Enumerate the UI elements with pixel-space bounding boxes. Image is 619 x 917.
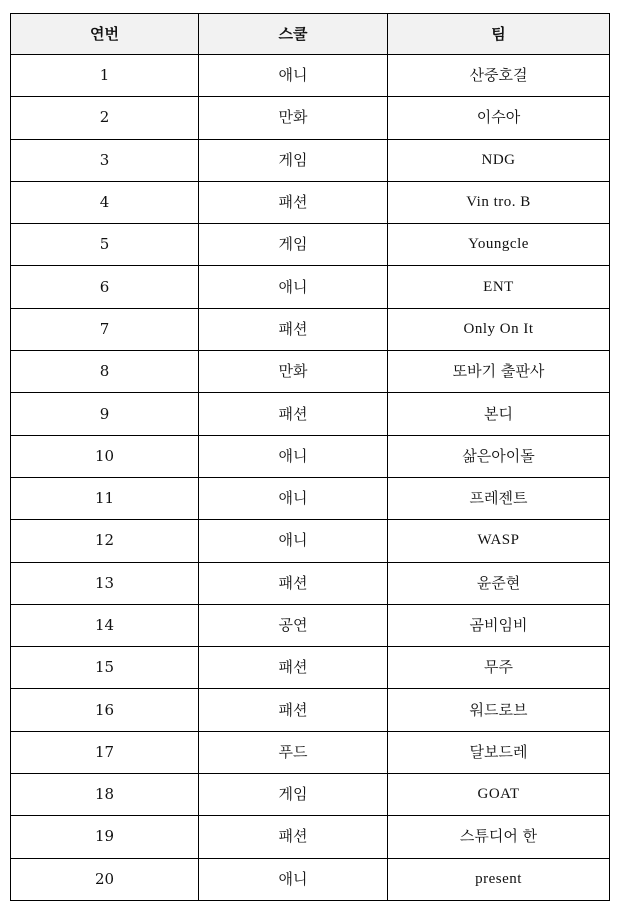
table-row: [11, 816, 610, 858]
row-team: WASP: [388, 520, 610, 562]
row-school: 만화: [199, 351, 388, 393]
row-team: 윤준현: [388, 562, 610, 604]
row-number: 6: [11, 266, 199, 308]
row-team: 또바기 출판사: [388, 351, 610, 393]
table-row: [11, 139, 610, 181]
row-number: 4: [11, 181, 199, 223]
table-row: [11, 351, 610, 393]
row-school: 패션: [199, 393, 388, 435]
row-school: 게임: [199, 774, 388, 816]
table-row: [11, 308, 610, 350]
row-team: 이수아: [388, 97, 610, 139]
row-school: 패션: [199, 816, 388, 858]
header-school: 스쿨: [199, 14, 388, 55]
row-team: ENT: [388, 266, 610, 308]
row-team: Only On It: [388, 308, 610, 350]
table-row: [11, 97, 610, 139]
row-school: 게임: [199, 139, 388, 181]
table-row: [11, 689, 610, 731]
row-team: 워드로브: [388, 689, 610, 731]
table-header: [11, 14, 610, 55]
row-team: GOAT: [388, 774, 610, 816]
row-number: 9: [11, 393, 199, 435]
table-row: [11, 858, 610, 900]
row-number: 7: [11, 308, 199, 350]
row-number: 2: [11, 97, 199, 139]
row-team: 스튜디어 한: [388, 816, 610, 858]
table-row: [11, 604, 610, 646]
row-school: 애니: [199, 435, 388, 477]
row-school: 패션: [199, 562, 388, 604]
row-number: 15: [11, 647, 199, 689]
row-team: NDG: [388, 139, 610, 181]
table-body: [11, 55, 610, 901]
row-school: 애니: [199, 477, 388, 519]
table-row: [11, 562, 610, 604]
row-school: 만화: [199, 97, 388, 139]
table-row: [11, 435, 610, 477]
row-number: 13: [11, 562, 199, 604]
row-school: 공연: [199, 604, 388, 646]
team-table: [10, 13, 610, 901]
row-team: 프레젠트: [388, 477, 610, 519]
header-number: 연번: [11, 14, 199, 55]
row-team: Youngcle: [388, 224, 610, 266]
row-number: 3: [11, 139, 199, 181]
table-row: [11, 477, 610, 519]
row-team: 삶은아이돌: [388, 435, 610, 477]
row-team: present: [388, 858, 610, 900]
table-row: [11, 520, 610, 562]
row-school: 패션: [199, 647, 388, 689]
table-row: [11, 224, 610, 266]
table-row: [11, 181, 610, 223]
table-row: [11, 393, 610, 435]
table-row: [11, 55, 610, 97]
row-team: 달보드레: [388, 731, 610, 773]
row-number: 16: [11, 689, 199, 731]
row-number: 19: [11, 816, 199, 858]
row-school: 게임: [199, 224, 388, 266]
header-team: 팀: [388, 14, 610, 55]
row-number: 17: [11, 731, 199, 773]
row-school: 푸드: [199, 731, 388, 773]
row-school: 애니: [199, 520, 388, 562]
row-number: 20: [11, 858, 199, 900]
row-school: 애니: [199, 266, 388, 308]
row-school: 패션: [199, 689, 388, 731]
row-team: 무주: [388, 647, 610, 689]
row-number: 18: [11, 774, 199, 816]
row-number: 10: [11, 435, 199, 477]
row-school: 애니: [199, 858, 388, 900]
row-school: 패션: [199, 181, 388, 223]
row-team: 곰비임비: [388, 604, 610, 646]
row-number: 5: [11, 224, 199, 266]
row-number: 8: [11, 351, 199, 393]
row-number: 12: [11, 520, 199, 562]
row-team: 산중호걸: [388, 55, 610, 97]
row-team: Vin tro. B: [388, 181, 610, 223]
table-row: [11, 774, 610, 816]
row-number: 11: [11, 477, 199, 519]
row-team: 본디: [388, 393, 610, 435]
table-row: [11, 266, 610, 308]
row-number: 1: [11, 55, 199, 97]
table-row: [11, 731, 610, 773]
row-number: 14: [11, 604, 199, 646]
header-row: [11, 14, 610, 55]
row-school: 패션: [199, 308, 388, 350]
row-school: 애니: [199, 55, 388, 97]
table-row: [11, 647, 610, 689]
